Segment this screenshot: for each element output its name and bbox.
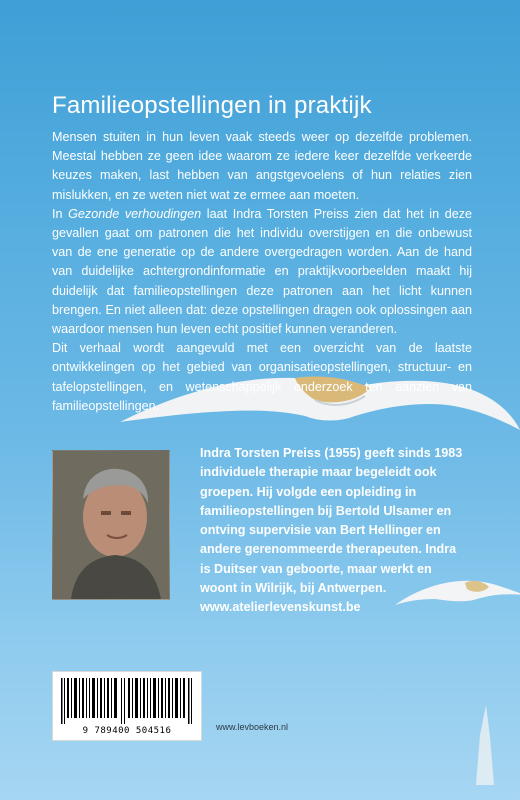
bird-silhouette-corner (470, 705, 500, 785)
isbn-barcode (52, 671, 202, 741)
author-bio-text: Indra Torsten Preiss (1955) geeft sinds 1983 individuele therapie maar begeleidt ook groepen. Hij volgde een opleiding in familieopstellingen bij Bertold Ulsamer en ontving supervisie van Bert Hellinger en andere gerenommeerde therapeuten. Indra is Duitser van geboorte, maar werkt en woont in Wilrijk, bij Antwerpen. (200, 446, 463, 596)
book-description (52, 128, 472, 416)
author-photo (52, 450, 170, 600)
description-paragraph (52, 205, 472, 339)
page-title: Familieopstellingen in praktijk (52, 92, 372, 119)
description-paragraph: Dit verhaal wordt aangevuld met een overzicht van de laatste ontwikkelingen op het gebied van organisatieopstellingen, structuur- en tafelopstellingen, en wetenschappelijk onderzoek ten aanzien van familieopstellingen. (52, 341, 472, 413)
book-title-reference: Gezonde verhoudingen (68, 206, 202, 221)
author-bio (200, 444, 470, 618)
description-paragraph: Mensen stuiten in hun leven vaak steeds weer op dezelfde problemen. Meestal hebben ze geen idee waarom ze iedere keer dezelfde verkeerde keuzes maken, last hebben van angstgevoelens of hun relaties zien mislukken, en ze weten niet wat ze ermee aan moeten. (52, 130, 472, 202)
description-text: laat Indra Torsten Preiss zien dat het in deze gevallen gaat om patronen die het individu overstijgen en die onbewust van de ene generatie op de andere overgedragen worden. Aan de hand van duidelijke achtergrondinformatie en praktijkvoorbeelden maakt hij duidelijk dat familieopstellingen deze patronen aan het licht kunnen brengen. En niet alleen dat: deze opstellingen dragen ook oplossingen aan waardoor mensen hun leven echt positief kunnen veranderen. (52, 206, 472, 337)
author-website[interactable]: www.atelierlevenskunst.be (200, 600, 361, 615)
description-text: In (52, 206, 69, 221)
publisher-website[interactable]: www.levboeken.nl (216, 722, 289, 732)
isbn-digits: 9 789400 504516 (82, 726, 172, 736)
barcode-bars (61, 678, 193, 724)
